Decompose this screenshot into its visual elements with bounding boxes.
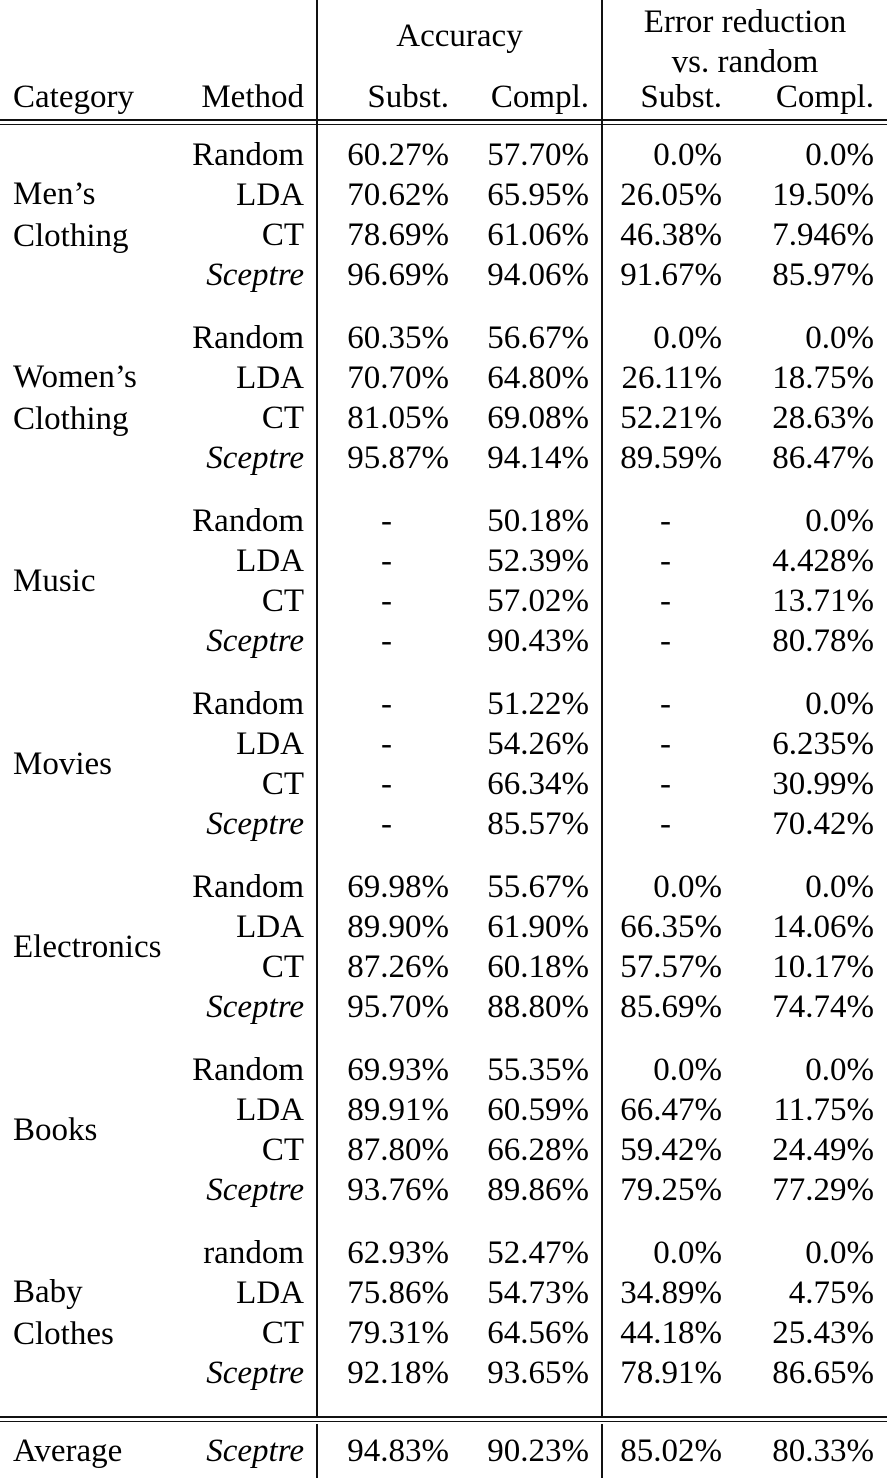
value-cell: 54.73% <box>487 1275 589 1311</box>
value-cell: 61.90% <box>487 909 589 945</box>
value-cell: 57.57% <box>620 949 722 985</box>
value-cell: 94.14% <box>487 440 589 476</box>
value-cell: 86.65% <box>772 1355 874 1391</box>
value-cell: 25.43% <box>772 1315 874 1351</box>
method-cell: Random <box>192 137 304 173</box>
value-cell: 80.78% <box>772 623 874 659</box>
value-cell: 70.62% <box>347 177 449 213</box>
value-cell: 24.49% <box>772 1132 874 1168</box>
method-cell: CT <box>261 217 304 253</box>
value-cell: 89.59% <box>620 440 722 476</box>
value-cell: - <box>660 623 671 659</box>
category-group <box>0 1027 887 1210</box>
value-cell: 88.80% <box>487 989 589 1025</box>
category-group <box>0 295 887 478</box>
value-cell: 93.76% <box>347 1172 449 1208</box>
average-value-cell: 94.83% <box>347 1433 449 1469</box>
value-cell: - <box>660 806 671 842</box>
category-group <box>0 844 887 1027</box>
value-cell: 89.91% <box>347 1092 449 1128</box>
value-cell: 86.47% <box>772 440 874 476</box>
value-cell: 6.235% <box>772 726 874 762</box>
value-cell: 0.0% <box>653 320 722 356</box>
value-cell: 28.63% <box>772 400 874 436</box>
value-cell: 30.99% <box>772 766 874 802</box>
table-header <box>0 0 887 119</box>
method-cell: Sceptre <box>206 989 304 1025</box>
value-cell: 54.26% <box>487 726 589 762</box>
category-cell: Men’s Clothing <box>13 176 129 254</box>
value-cell: 46.38% <box>620 217 722 253</box>
category-group <box>0 1210 887 1393</box>
average-value-cell: 85.02% <box>620 1433 722 1469</box>
value-cell: 66.28% <box>487 1132 589 1168</box>
value-cell: 69.08% <box>487 400 589 436</box>
value-cell: 85.97% <box>772 257 874 293</box>
group-grid <box>0 684 887 844</box>
table-body <box>0 127 887 1393</box>
method-cell: CT <box>261 1315 304 1351</box>
value-cell: 64.56% <box>487 1315 589 1351</box>
method-cell: LDA <box>236 1092 304 1128</box>
value-cell: 94.06% <box>487 257 589 293</box>
value-cell: 90.43% <box>487 623 589 659</box>
value-cell: 55.67% <box>487 869 589 905</box>
method-cell: CT <box>261 583 304 619</box>
header-double-rule <box>0 119 887 125</box>
method-cell: Random <box>192 686 304 722</box>
method-cell: Random <box>192 1052 304 1088</box>
category-group <box>0 478 887 661</box>
value-cell: 66.34% <box>487 766 589 802</box>
value-cell: 56.67% <box>487 320 589 356</box>
value-cell: 0.0% <box>653 137 722 173</box>
method-cell: Random <box>192 869 304 905</box>
column-headers-row <box>0 76 887 119</box>
value-cell: 89.90% <box>347 909 449 945</box>
method-cell: LDA <box>236 360 304 396</box>
value-cell: 4.75% <box>788 1275 874 1311</box>
value-cell: - <box>381 623 392 659</box>
category-cell: Music <box>13 563 96 599</box>
method-cell: Sceptre <box>206 440 304 476</box>
group-grid <box>0 318 887 478</box>
method-cell: Sceptre <box>206 257 304 293</box>
value-cell: 70.42% <box>772 806 874 842</box>
value-cell: 0.0% <box>805 320 874 356</box>
value-cell: - <box>660 726 671 762</box>
value-cell: 26.11% <box>621 360 722 396</box>
value-cell: 66.35% <box>620 909 722 945</box>
average-value-cell: 80.33% <box>772 1433 874 1469</box>
value-cell: 50.18% <box>487 503 589 539</box>
value-cell: 0.0% <box>805 503 874 539</box>
value-cell: 52.39% <box>487 543 589 579</box>
category-column-header: Category <box>13 79 134 115</box>
value-cell: 44.18% <box>620 1315 722 1351</box>
value-cell: 0.0% <box>653 869 722 905</box>
value-cell: - <box>660 686 671 722</box>
value-cell: 60.35% <box>347 320 449 356</box>
value-cell: 13.71% <box>772 583 874 619</box>
group-grid <box>0 1233 887 1393</box>
accuracy-group-header <box>318 16 601 56</box>
value-cell: 69.98% <box>347 869 449 905</box>
value-cell: 11.75% <box>773 1092 874 1128</box>
error-reduction-label-line2: vs. random <box>671 44 819 80</box>
value-cell: 75.86% <box>347 1275 449 1311</box>
method-cell: Sceptre <box>206 1355 304 1391</box>
value-cell: 87.80% <box>347 1132 449 1168</box>
error-reduction-group-header <box>603 2 887 82</box>
value-cell: 79.25% <box>620 1172 722 1208</box>
value-cell: 74.74% <box>772 989 874 1025</box>
method-cell: random <box>203 1235 304 1271</box>
value-cell: 51.22% <box>487 686 589 722</box>
category-cell: Movies <box>13 746 112 782</box>
footer-double-rule <box>0 1416 887 1422</box>
category-group <box>0 661 887 844</box>
method-cell: LDA <box>236 909 304 945</box>
value-cell: 4.428% <box>772 543 874 579</box>
value-cell: 57.02% <box>487 583 589 619</box>
value-cell: 61.06% <box>487 217 589 253</box>
error-compl-header: Compl. <box>775 79 874 115</box>
average-value-cell: 90.23% <box>487 1433 589 1469</box>
value-cell: 60.27% <box>347 137 449 173</box>
category-cell: Books <box>13 1112 98 1148</box>
value-cell: 78.91% <box>620 1355 722 1391</box>
group-grid <box>0 1050 887 1210</box>
value-cell: - <box>381 543 392 579</box>
method-cell: CT <box>261 766 304 802</box>
value-cell: 52.21% <box>620 400 722 436</box>
value-cell: 52.47% <box>487 1235 589 1271</box>
method-cell: Sceptre <box>206 806 304 842</box>
value-cell: 26.05% <box>620 177 722 213</box>
value-cell: 89.86% <box>487 1172 589 1208</box>
method-cell: LDA <box>236 1275 304 1311</box>
value-cell: - <box>660 543 671 579</box>
category-cell: Baby Clothes <box>13 1274 114 1352</box>
category-cell: Electronics <box>13 929 162 965</box>
value-cell: 69.93% <box>347 1052 449 1088</box>
value-cell: 7.946% <box>772 217 874 253</box>
value-cell: 85.69% <box>620 989 722 1025</box>
value-cell: 60.18% <box>487 949 589 985</box>
value-cell: 70.70% <box>347 360 449 396</box>
value-cell: 0.0% <box>805 137 874 173</box>
method-cell: Sceptre <box>206 1172 304 1208</box>
value-cell: - <box>660 503 671 539</box>
value-cell: 0.0% <box>653 1235 722 1271</box>
accuracy-label: Accuracy <box>396 18 523 54</box>
group-grid <box>0 501 887 661</box>
value-cell: - <box>660 583 671 619</box>
value-cell: 57.70% <box>487 137 589 173</box>
value-cell: - <box>381 766 392 802</box>
average-method-cell: Sceptre <box>206 1433 304 1469</box>
value-cell: 65.95% <box>487 177 589 213</box>
value-cell: 0.0% <box>805 869 874 905</box>
method-cell: Random <box>192 503 304 539</box>
method-cell: CT <box>261 400 304 436</box>
value-cell: - <box>381 583 392 619</box>
method-cell: LDA <box>236 177 304 213</box>
value-cell: 79.31% <box>347 1315 449 1351</box>
group-grid <box>0 135 887 295</box>
accuracy-subst-header: Subst. <box>367 79 449 115</box>
category-cell: Women’s Clothing <box>13 359 137 437</box>
method-cell: Sceptre <box>206 623 304 659</box>
value-cell: 85.57% <box>487 806 589 842</box>
value-cell: 77.29% <box>772 1172 874 1208</box>
value-cell: 95.87% <box>347 440 449 476</box>
value-cell: 0.0% <box>805 1052 874 1088</box>
value-cell: 81.05% <box>347 400 449 436</box>
value-cell: 91.67% <box>620 257 722 293</box>
value-cell: 18.75% <box>772 360 874 396</box>
value-cell: - <box>381 726 392 762</box>
method-cell: LDA <box>236 543 304 579</box>
value-cell: 66.47% <box>620 1092 722 1128</box>
value-cell: - <box>381 503 392 539</box>
value-cell: 14.06% <box>772 909 874 945</box>
method-cell: Random <box>192 320 304 356</box>
value-cell: 0.0% <box>653 1052 722 1088</box>
value-cell: 59.42% <box>620 1132 722 1168</box>
error-subst-header: Subst. <box>640 79 722 115</box>
value-cell: 78.69% <box>347 217 449 253</box>
value-cell: 95.70% <box>347 989 449 1025</box>
value-cell: 19.50% <box>772 177 874 213</box>
value-cell: 87.26% <box>347 949 449 985</box>
value-cell: 34.89% <box>620 1275 722 1311</box>
group-grid <box>0 867 887 1027</box>
value-cell: - <box>381 806 392 842</box>
average-row <box>0 1424 887 1478</box>
value-cell: 55.35% <box>487 1052 589 1088</box>
category-group <box>0 127 887 295</box>
error-reduction-label-line1: Error reduction <box>643 4 847 40</box>
accuracy-compl-header: Compl. <box>490 79 589 115</box>
value-cell: - <box>381 686 392 722</box>
method-column-header: Method <box>201 79 304 115</box>
value-cell: 93.65% <box>487 1355 589 1391</box>
value-cell: 0.0% <box>805 1235 874 1271</box>
value-cell: 10.17% <box>772 949 874 985</box>
value-cell: 62.93% <box>347 1235 449 1271</box>
value-cell: 64.80% <box>487 360 589 396</box>
value-cell: 92.18% <box>347 1355 449 1391</box>
value-cell: 60.59% <box>487 1092 589 1128</box>
method-cell: CT <box>261 1132 304 1168</box>
method-cell: LDA <box>236 726 304 762</box>
value-cell: - <box>660 766 671 802</box>
method-cell: CT <box>261 949 304 985</box>
value-cell: 0.0% <box>805 686 874 722</box>
average-category-cell: Average <box>13 1433 123 1469</box>
value-cell: 96.69% <box>347 257 449 293</box>
